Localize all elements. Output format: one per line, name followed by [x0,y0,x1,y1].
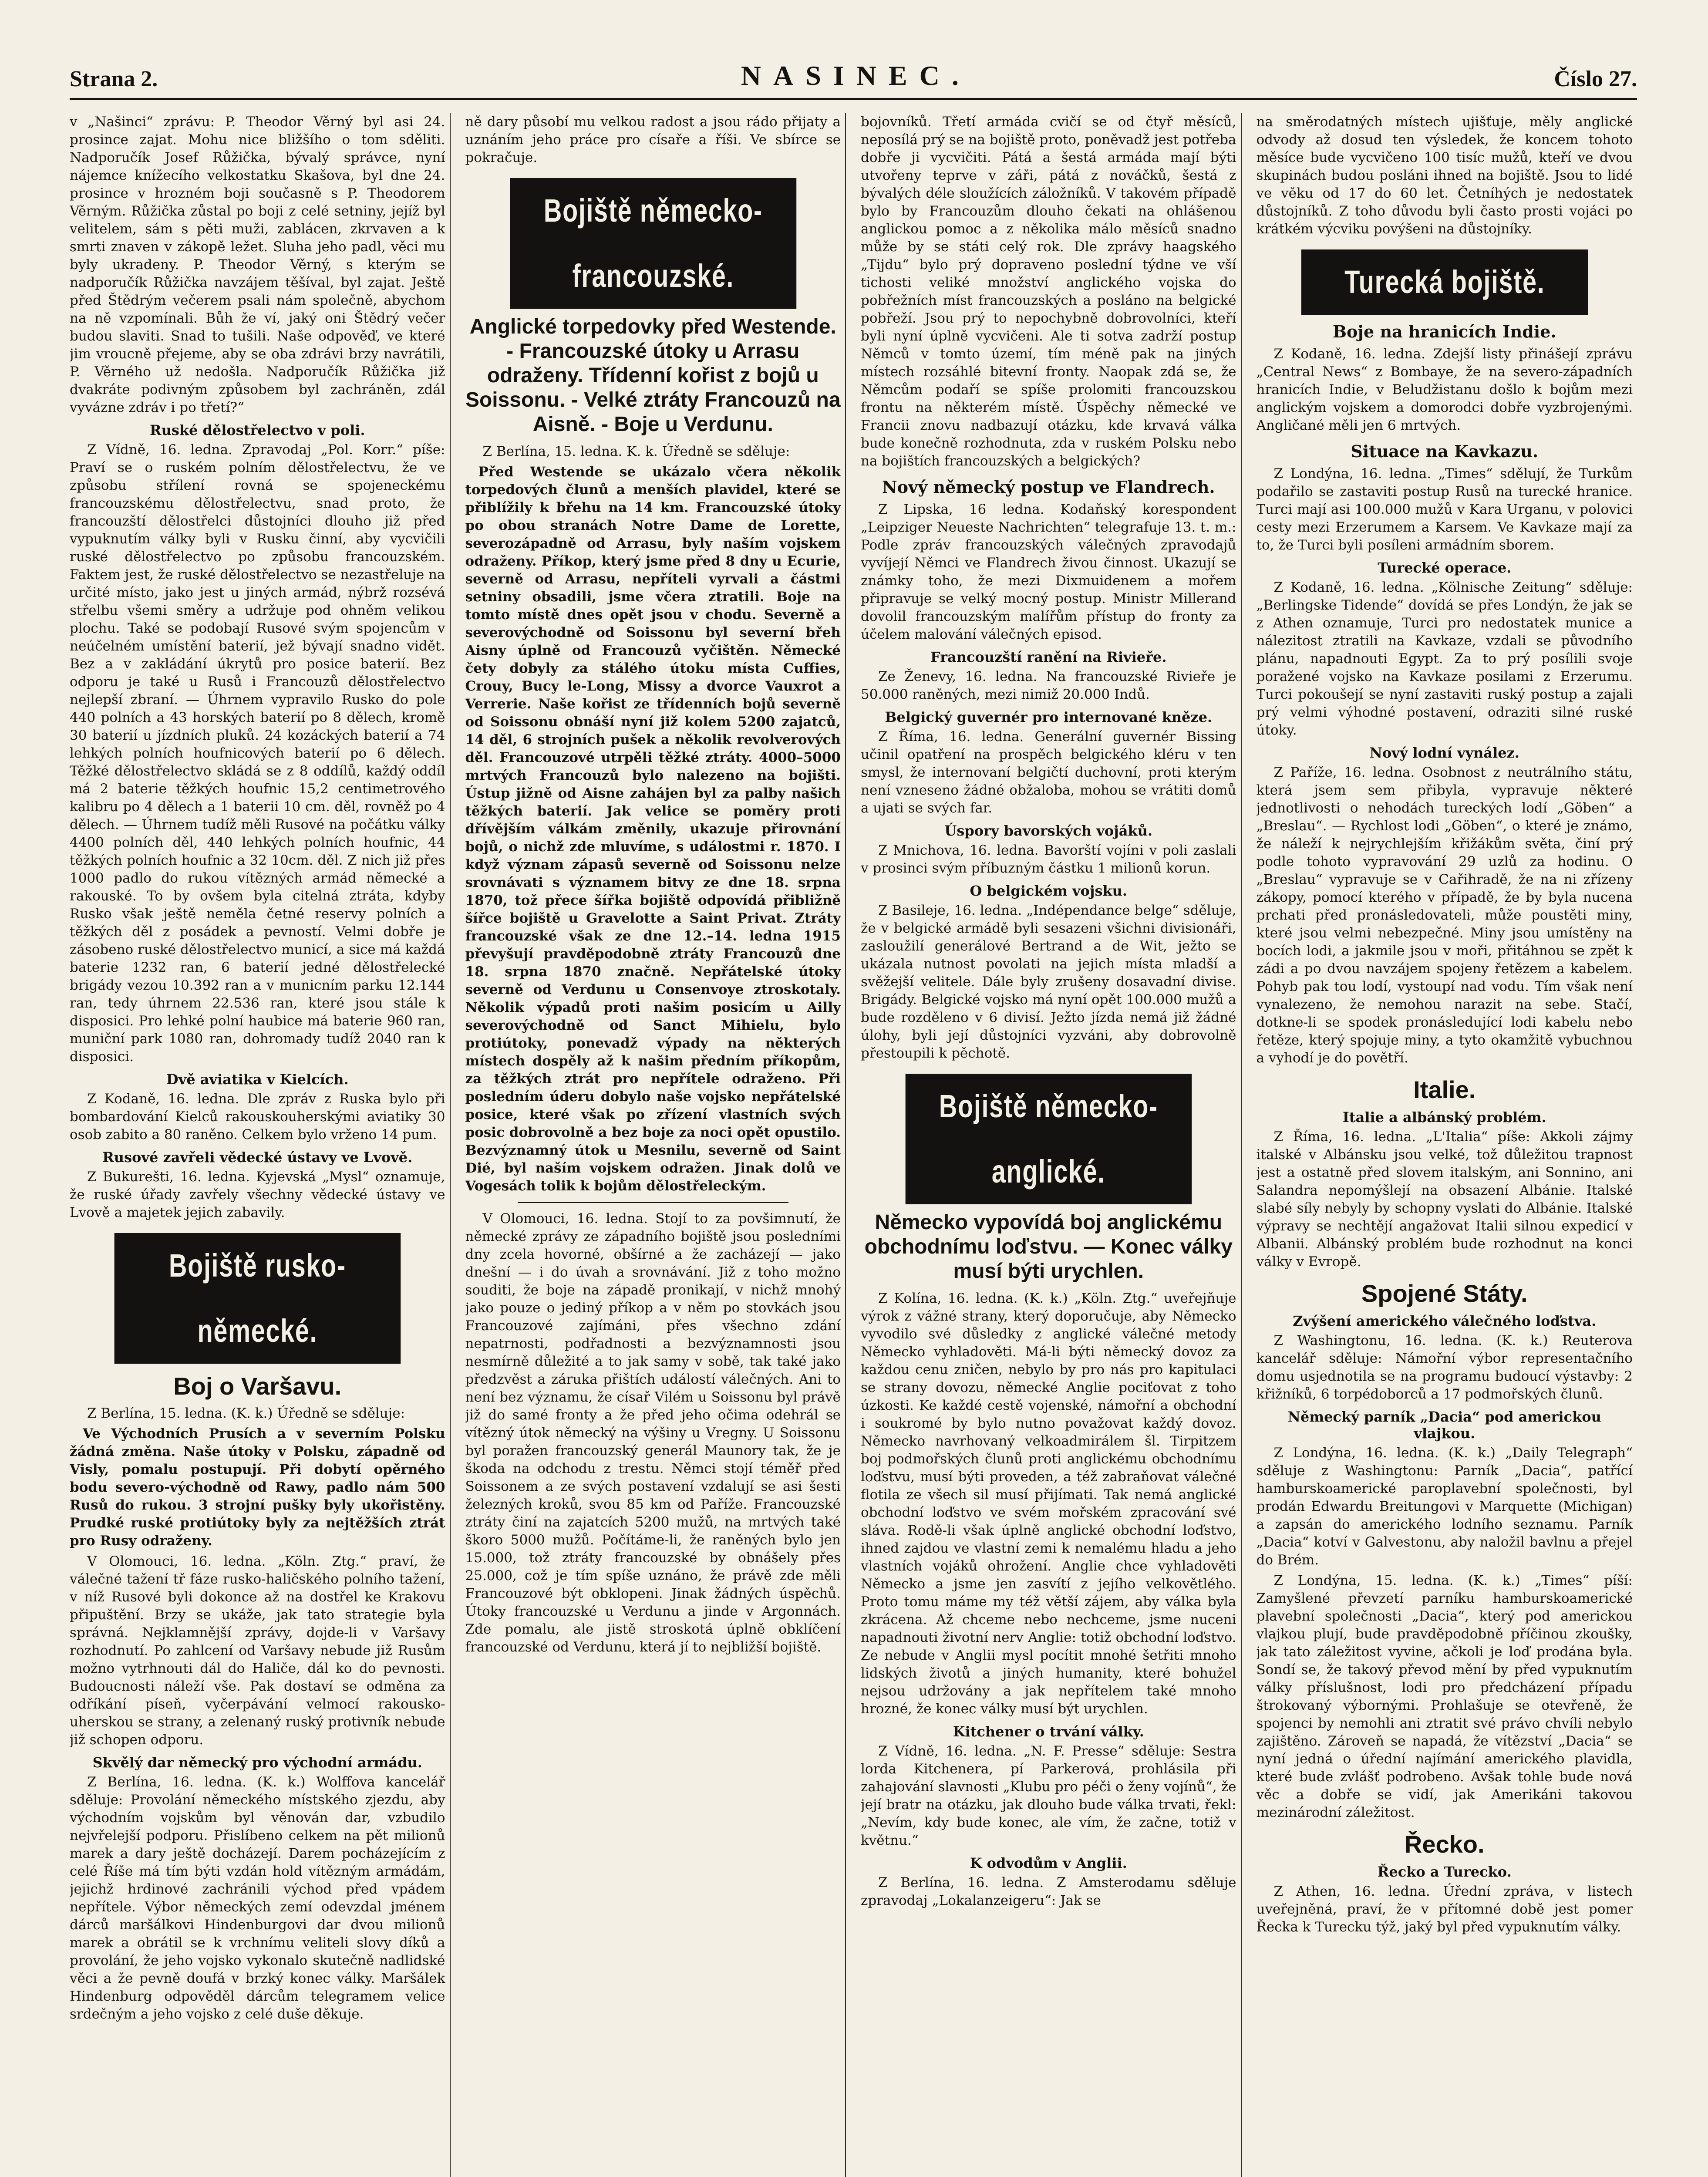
article-text: Z Kodaně, 16. ledna. „Kölnische Zeitung“ sděluje: „Berlingske Tidende“ dovídá se přes Londýn, že jak se z Athen oznamuje, Turci pro nedostatek munice a nálezitost ztratili na Kavkaze, vzdali se původního plánu, napadnouti Egypt. Za to prý posílili svoje poražené vojsko na Kavkaze posilami z Erzerumu. Turci pokoušejí se nyní zastaviti ruský postup a zajali prý velmi výhodné postavení, odraziti silné ruské útoky. [1256,580,1633,738]
article-headline: Boje na hranicích Indie. [1332,322,1556,341]
article-text: Z Londýna, 16. ledna. (K. k.) „Daily Telegraph“ sděluje z Washingtonu: Parník „Dacia“, patřící hamburskoamerické paroplavební společnosti, byl prodán Edwardu Breitungovi v Marquette (Michigan) a zapsán do amerického lodního seznamu. Parník „Dacia“ kotví v Galvestonu, aby naložil bavlnu a přejel do Brém. [1256,1445,1633,1568]
article-heading: Belgický guvernér pro internované kněze. [885,709,1213,725]
article-text: Z Mnichova, 16. ledna. Bavorští vojíni v poli zaslali v prosinci svým příbuzným částku 1 milionů korun. [861,842,1236,876]
section-headline: Boj o Varšavu. [173,1372,342,1400]
masthead [70,48,1637,100]
newspaper-title: NASINEC. [741,60,971,91]
article-text: Z Bukurešti, 16. ledna. Kyjevská „Mysl“ oznamuje, že ruské úřady zavřely všechny vědecké ústavy ve Lvově a majetek jejich zabavily. [70,1169,445,1220]
section-headline: Německo vypovídá boj anglickému obchodnímu loďstvu. — Konec války musí býti urychlen. [864,1211,1233,1283]
article-headline: Situace na Kavkazu. [1351,441,1539,461]
article-text: Z Vídně, 16. ledna. „N. F. Presse“ sděluje: Sestra lorda Kitchenera, pí Parkerová, prohlásila při zahajování slavnosti „Klubu pro péči o ženy vojínů“, že její bratr na otázku, jak dlouho bude válka trvati, řekl: „Nevím, kdy bude konec, ale vím, že začne, totiž v květnu.“ [861,1743,1236,1848]
article-heading: Zvýšení amerického válečného loďstva. [1293,1313,1597,1329]
article-heading: Německý parník „Dacia“ pod americkou vlajkou. [1287,1409,1601,1442]
article-text: Z Athen, 16. ledna. Úřední zpráva, v listech uveřejněná, praví, že v přítomné době jest pomer Řecka k Turecku týž, jaký byl před vypuknutím války. [1256,1884,1633,1935]
article-text: Z Washingtonu, 16. ledna. (K. k.) Reuterova kancelář sděluje: Námořní výbor representačního domu usjednotila se na programu budoucí výstavby: 2 křižníků, 6 torpédoborců a 17 podmořských člunů. [1256,1333,1633,1402]
article-text: Z Berlína, 16. ledna. Z Amsterodamu sděluje zpravodaj „Lokalanzeigeru“: Jak se [861,1875,1236,1908]
article-text: V Olomouci, 16. ledna. Stojí to za povšimnutí, že německé zprávy ze západního bojiště jsou posledními dny zcela hovorné, obšírné a že zacházejí — jako dnešní — i do úvah a srovnávání. Již z toho možno souditi, že boje na západě pronikají, v nichž mnohý jako pouze o jediný příkop a v něm po stovkách jsou Francouzové zajímáni, přes všechno zdání nepatrnosti, podřadnosti a bezvýznamnosti jsou nesmírně důležité a to jak samy v sobě, tak také jako předzvěst a záruka přištích událostí válečných. Ani to není bez významu, že císař Vilém u Soissonu byl právě již do samé fronty a že před jeho očima odehrál se vítězný útok německý na výšiny u Vregny. U Soissonu byl poražen francouzský generál Maunory tak, že je škoda na odchodu z trestu. Němci stojí téměř před Soissonem a ze svých postavení vzdalují se asi šesti železných kroků, svou 85 km od Paříže. Francouzské ztráty činí na zajatcích 5200 mužů, na mrtvých také škoro 5000 mužů. Počítáme-li, že raněných bylo jen 15.000, tož ztráty francouzské by obnášely přes 25.000, což je tím spíše uznáno, že právě zde měli Francouzové být obklopeni. Jinak žádných úspěchů. Útoky francouzské u Verdunu a jinde v Argonnách. Zde pomalu, ale jistě stroskotá úplně obklíčení francouzské od Verdunu, která jí to nejbližší bojiště. [465,1211,841,1655]
article-heading: Nový lodní vynález. [1369,745,1519,761]
issue-number: Číslo 27. [1554,67,1637,91]
article-text: V Olomouci, 16. ledna. „Köln. Ztg.“ praví, že válečné tažení tř fáze rusko-haličského polního tažení, v níž Rusové byli dokonce až na dostřel ke Krakovu připuštění. Brzy se ukáže, jak tato strategie byla správná. Nejklamnější zprávy, dojde-li v Varšavy rozhodnutí. Po zahlcení od Varšavy nebude již Rusům možno vytrhnouti dál do Haliče, dál ko do pevnosti. Budoucnosti náleží vše. Pak dostaví se odměna za odříkání píseň, vyčerpávání velmocí rakousko-uherskou se strany, a zelenaný ruský protivník nebude již schopen odporu. [70,1554,445,1748]
article-text: Z Vídně, 16. ledna. Zpravodaj „Pol. Korr.“ píše: Praví se o ruském polním dělostřelectvu, že ve způsobu střílení rovná se spojeneckému francouzskému dělostřelectvu, snad proto, že francouzští dělostřelci důstojníci dlouho již před vypuknutím války byli v Rusku činní, aby vycvičili ruské dělostřelectvo po způsobu francouzském. Faktem jest, že ruské dělostřelectvo se nezastřeluje na určité místo, jako jest u jiných armád, nýbrž rozsévá střelbu všemi směry a udržuje pod ohněm velikou plochu. Také se podobají Rusové svým spojencům v neúčelném umístění baterií, jež bývají snadno vidět. Bez a v zakládání úkrytů pro posice baterií. Bez odporu je také u Rusů i Francouzů dělostřelectvo nejlepší zbraní. — Úhrnem vypravilo Rusko do pole 440 polních a 43 horských baterií po 8 dělech, kromě 30 baterií u jízdních pluků. 24 kozáckých baterií a 74 lehkých polních houfnicových baterií po 6 dělech. Těžké dělostřelectvo skládá se z 8 oddílů, každý oddíl má 2 baterie těžkých houfnic 15,2 centimetrového kalibru po 4 dělech a 1 baterii 10 cm. děl, rovněž po 4 dělech. — Úhrnem tudíž měli Rusové na počátku války 4400 polních děl, 440 lehkých polních houfnic, 44 těžkých polních houfnic a 32 10cm. děl. Z nich již přes 1000 padlo do rukou vítězných armád německé a rakouské. To by ovšem byla citelná ztráta, kdyby Rusko však ještě neměla četné reservy polních a těžkých děl z posádek a pevností. Velmi dobře je zásobeno ruské dělostřelectvo municí, a sice má každá baterie 1232 ran, 6 baterií jedné dělostřelecké brigády vezou 10.392 ran a v municním parku 12.144 ran, tedy úhrnem 22.536 ran, které jsou stále k disposici. Pro lehké polní haubice má baterie 960 ran, muniční park 1080 ran, dohromady tudíž 2040 ran k disposici. [70,442,445,1065]
section-headline: Anglické torpedovky před Westende. - Francouzské útoky u Arrasu odraženy. Třídenní kořist z bojů u Soissonu. - Velké ztráty Francouzů na Aisně. - Boje u Verdunu. [465,315,841,436]
divider [518,1202,789,1203]
newspaper-columns [70,113,1637,2177]
article-heading: O belgickém vojsku. [970,883,1128,899]
article-text: Z Basileje, 16. ledna. „Indépendance belge“ sděluje, že v belgické armádě byli sesazeni všichni divisionáři, zasloužilí generálové Bertrand a de Wit, ježto se ukázala nutnost povolati na jejich místa mladší a svěžejší velitele. Dále byly zrušeny dosavadní divise. Brigády. Belgické vojsko má nyní opět 100.000 mužů a bude rozděleno v 6 divisí. Ježto jízda nemá již žádné úlohy, byli její důstojníci vyzváni, aby dobrovolně přestoupili k pěchotě. [861,903,1236,1061]
article-text: v „Našinci“ zprávu: P. Theodor Věrný byl asi 24. prosince zajat. Mohu nice bližšího o tom sděliti. Nadporučík Josef Růžička, bývalý správce, nyní nájemce knížecího velkostatku Skašova, byl dne 24. prosince v hrozném boji současně s P. Theodorem Věrným. Růžička zůstal po boji z celé setniny, jejíž byl velitelem, sám s pěti muži, zablácen, zkrvaven a k smrti znaven v zákopě ležet. Sluha jeho padl, věci mu byly ukradeny. P. Theodor Věrný, s kterým se nadporučík Růžička navzájem těšíval, byl zajat. Ještě před Štědrým večerem psali nám společně, abychom na ně vzpomínali. Bůh že ví, jaký oni Štědrý večer budou slaviti. Snad to tušili. Naše odpověď, ve které jim vroucně přejeme, aby se oba zdrávi brzy navrátili, P. Věrného už nedošla. Nadporučík Růžička již dvakráte podivným způsobem byl zachráněn, zdál vyvázne zdráv i po třetí?“ [70,114,445,415]
dispatch-lede: Z Berlína, 15. ledna. (K. k.) Úředně se sděluje: [87,1405,405,1421]
article-text: Z Kolína, 16. ledna. (K. k.) „Köln. Ztg.“ uveřejňuje výrok z vážné strany, který doporučuje, aby Německo vyvodilo své důsledky z anglické válečné metody Německo vyhladověti. Má-li býti německý dovoz za každou cenu zničen, nebylo by pro nás pro kapitulaci se strany dovozu, německé Anglie pociťovat z toho úzkosti. Ke každé cestě vojenské, námořní a obchodní i soukromé by bylo nutno považovat každý dovoz. Německo navrhovaný velkoadmirálem šl. Tirpitzem boj podmořských člunů proti anglickému obchodnímu loďstvu, musí býti proveden, a též zabraňovat válečné flotila ze všech sil musí přijímati. Tak nemá anglické obchodní loďstvo ve svém mořském zpracování své sláva. Rodě-li však úplně anglické obchodní loďstvo, ihned zajdou ve vlastní zemi k nemalému hladu a jeho vlastních vojáků ohrožení. Anglie chce vyhladověti Německo a jsme jen zasvítí z jejího velkovětlého. Proto tomu máme my též větší zájem, aby válka byla zkrácena. Až chceme nebo nechceme, jsme nuceni napadnouti životní nerv Anglie: totiž obchodní loďstvo. Ze nebude v Anglii mysl pocítit mnohé šetřiti mnoho lidských životů a jiných humanity, které bohužel nejsou udržovány a jak nepřítelem také mnoho hrozné, že konec války musí být urychlen. [861,1291,1236,1717]
article-heading: Francouzští ranění na Rivieře. [930,649,1167,665]
article-heading: Turecké operace. [1378,559,1512,576]
article-text: Z Kodaně, 16. ledna. Dle zpráv z Ruska bylo při bombardování Kielců rakouskouherskými aviatiky 30 osob zabito a 80 raněno. Celkem bylo vrženo 14 pum. [70,1091,445,1142]
article-text: ně dary působí mu velkou radost a jsou rádo přijaty a uznáním jeho práce pro císaře a říši. Ve sbírce se pokračuje. [465,114,841,165]
article-heading: Ruské dělostřelectvo v poli. [149,422,365,438]
article-text: Z Kodaně, 16. ledna. Zdejší listy přinášejí zprávu „Central News“ z Bombaye, že na severo-západních hranicích Indie, v Beludžistanu došlo k bojům mezi anglickým vojskem a domorodci dobře vyzbrojenými. Angličané měli jen 6 mrtvých. [1256,346,1633,433]
column-4 [1257,113,1637,2177]
article-heading: Italie a albánský problém. [1342,1109,1546,1126]
page-number: Strana 2. [70,67,158,91]
article-text: Ze Ženevy, 16. ledna. Na francouzské Rivieře je 50.000 raněných, mezi nimiž 20.000 Indů. [861,669,1236,702]
section-headline: Italie. [1413,1076,1476,1103]
article-text: Z Berlína, 16. ledna. (K. k.) Wolffova kancelář sděluje: Provolání německého místského zjezdu, aby východním vojskům byl věnován dar, vzbudilo nejvřelejší podporu. Přislíbeno celkem na pět milionů marek a dary ještě docházejí. Darem pocházejícím z celé Říše má tím býti vzdán hold vítězným armádám, jejichž hrdinové zachránili východ před vpádem nepřítele. Výbor německých zemí odevzdal jménem dárců maršálkovi Hindenburgovi dar dvou milionů marek a obrátil se k vrchnímu veliteli slovy díků a provolání, že jeho vojsko vykonalo skutečně nadlidské věci a že pevně doufá v brzký konec války. Maršálek Hindenburg odpověděl dárcům telegramem velice srdečným a jeho vojsko z celé duše děkuje. [70,1774,445,2022]
article-text: Z Londýna, 15. ledna. (K. k.) „Times“ píší: Zamyšlené převzetí parníku hamburskoamerické plavební společnosti „Dacia“, který pod americkou vlajkou plují, bude pravděpodobně příčinou zkoušky, jak tato záležitost vyvine, ačkoli je loď prodána byla. Sondí se, že takový převod mění by před vypuknutím války příslušnost, lodi pro předcházení případu štrokovaný výbornými. Prohlašuje se otevřeně, že spojenci by nemohli ani ztratit své právo chvíli nebylo zajištěno. Zároveň se napadá, že vítězství „Dacia“ se nyní jedná o úřední najímání amerického plavidla, které bude zvlášť podrobeno. Avšak tohle bude nová věc a dobře se vidí, jak Amerikáni takovou mezinárodní záležitost. [1256,1573,1633,1820]
section-headline: Řecko. [1404,1830,1485,1858]
official-report: Před Westende se ukázalo včera několik torpedových člunů a menších plavidel, které se přiblížily k břehu na 14 km. Francouzské útoky po obou stranách Notre Dame de Lorette, severozápadně od Arrasu, byly naším vojskem odraženy. Příkop, který jsme před 8 dny u Ecurie, severně od Arrasu, nepříteli vyrvali a částmi setniny obsadili, jsme včera ztratili. Boje na tomto místě dnes opět jsou v chodu. Severně a severovýchodně od Soissonu byl severní břeh Aisny úplně od Francouzů vyčištěn. Německé čety dobyly za stálého útoku místa Cuffies, Crouy, Bucy le-Long, Missy a dvorce Vauxrot a Verrerie. Naše kořist ze třídenních bojů severně od Soissonu obnáší nyní již kolem 5200 zajatců, 14 děl, 6 strojních pušek a několik revolverových děl. Francouzové utrpěli těžké ztráty. 4000–5000 mrtvých Francouzů bylo nalezeno na bojišti. Ústup jižně od Aisne zahájen byl za palby našich těžkých baterií. Jak velice se poměry proti dřívějším válkám změnily, ukazuje přirovnání bojů, o nichž zde mluvíme, s událostmi r. 1870. I když význam zápasů severně od Soissonu nelze srovnávati s významem bitvy ze dne 18. srpna 1870, tož přece šířka bojiště odpovídá přibližně šířce bojiště u Gravelotte a Saint Privat. Ztráty francouzské však ze dne 12.–14. ledna 1915 převyšují pravděpodobně ztráty Francouzů dne 18. srpna 1870 značně. Nepřátelské útoky severně od Verdunu u Consenvoye ztroskotaly. Několik výpadů proti našim posicím u Ailly severovýchodně od Sanct Mihielu, bylo protiútoky, ponevadž výpady na některých místech dospěly až k našim předním příkopům, za těžkých ztrát pro nepřítele odraženo. Při posledním úderu dobylo naše vojsko nepřátelské posice, které však po zřízení vlastních svých posic dobrovolně a bez boje za noci opět opustilo. Bezvýznamný útok u Mesnilu, severně od Saint Dié, byl naším vojskem odražen. Jinak dolů ve Vogesách tolik k bojům dělostřeleckým. [465,464,841,1194]
article-text: Z Londýna, 16. ledna. „Times“ sdělují, že Turkům podařilo se zastaviti postup Rusů na turecké hranice. Turci mají asi 100.000 mužů v Kara Urganu, v polovici cesty mezi Erzerumem a Karsem. Ve Kavkaze mají za to, že Turci byli posíleni armádním sborem. [1256,466,1633,553]
section-banner-russian-front: Bojiště rusko-německé. [115,1233,401,1364]
article-heading: Dvě aviatika v Kielcích. [166,1071,349,1088]
column-3 [861,113,1242,2177]
article-heading: Úspory bavorských vojáků. [944,822,1153,839]
article-heading: Řecko a Turecko. [1377,1864,1512,1880]
section-banner-french-front: Bojiště německo-francouzské. [510,178,796,309]
section-banner-english-front: Bojiště německo-anglické. [906,1074,1192,1204]
article-heading: K odvodům v Anglii. [970,1855,1127,1871]
article-heading: Skvělý dar německý pro východní armádu. [92,1754,422,1771]
official-report: Ve Východních Prusích a v severním Polsku žádná změna. Naše útoky v Polsku, západně od Visly, pomalu postupují. Při dobytí opěrného bodu severo-východně od Rawy, padlo nám 500 Rusů do rukou. 3 strojní pušky byly ukořistěny. Prudké ruské protiútoky byly za nejtěžších ztrát pro Rusy odraženy. [70,1426,445,1549]
article-text: na směrodatných místech ujišťuje, měly anglické odvody až dosud ten výsledek, že koncem tohoto měsíce bude vycvičeno 100 tisíc mužů, kteří ve dvou skupinách budou posláni ihned na bojiště. Jsou to lidé ve věku od 17 do 60 let. Četníhých je nedostatek důstojníků. Z toho důvodu byli často prosti vojáci po krátkém výcviku povýšeni na důstojníky. [1256,114,1633,237]
article-heading: Rusové zavřeli vědecké ústavy ve Lvově. [102,1149,413,1166]
article-text: Z Říma, 16. ledna. Generální guvernér Bissing učinil opatření na prospěch belgického kléru v ten smysl, že internovaní belgičtí duchovní, proti kterým není vzneseno žádné obžaloba, mohou se vrátiti domů a ujati se svých far. [861,729,1236,816]
article-text: Z Říma, 16. ledna. „L'Italia“ píše: Akkoli zájmy italské v Albánsku jsou velké, tož důležitou trapnost jest a ostatně před slovem italským, ani Sonnino, ani Salandra nepomýšlejí na obsazení Albánie. Italské slabé síly nebyly by schopny vyslati do Albánie. Italské výpravy se nechtějí angažovat Italii silnou expedicí v Albanii. Albánský problém bude rozhodnut na konci války v Evropě. [1256,1129,1633,1270]
article-heading: Kitchener o trvání války. [953,1723,1144,1740]
article-text: bojovníků. Třetí armáda cvičí se od čtyř měsíců, neposílá prý se na bojiště proto, poněvadž jest potřeba dobře ji vycvičiti. Pátá a šestá armáda mají býti utvořeny teprve v záři, pátá z nováčků, šestá z bývalých déle sloužících záložníků. V takovém případě bylo by Francouzům dlouho čekati na ohlášenou anglickou pomoc a z několika málo měsíců snadno může by se státi celý rok. Dle zprávy haagského „Tijdu“ bylo prý dopraveno poslední týdne ve vší tichosti veliké množství anglického vojska do pobřežních míst francouzských a posláno na belgické pobřeží. Jsou prý to nepochybně dobrovolníci, kteří byli nyní úplně vycvičeni. Ale ti sotva zadrží postup Němců v tomto území, tím méně pak na jiných místech rozsáhlé bitevní fronty. Naopak zdá se, že Němcům podaří se spíše prolomiti francouzskou frontu na některém místě. Úspěchy německé ve Francii znovu nadbazují otázku, kde krvavá válka bude konečně rozhodnuta, zda v ruském Polsku nebo na bojištích francouzských a belgických? [861,114,1236,469]
column-2 [465,113,846,2177]
column-1 [70,113,451,2177]
dispatch-lede: Z Berlína, 15. ledna. K. k. Úředně se sděluje: [482,444,790,459]
article-text: Z Paříže, 16. ledna. Osobnost z neutrálního státu, která jsem sem přibyla, vypravuje některé jednotlivosti o nehodách tureckých lodí „Göben“ a „Breslau“. — Rychlost lodi „Göben“, o které je známo, že náleží k nejrychlejším křižákům světa, činí prý podle tohoto vypravování 29 uzlů za hodinu. O „Breslau“ vypravuje se v Cařihradě, že na ni zřízeny zákopy, pomocí kterého v případě, že by byla nucena prchati před pronásledovateli, může poustěti miny, které jsou velmi nebezpečné. Miny jsou umístěny na bocích lodi, a jakmile jsou v moři, přitáhnou se zpět k zádi a po dvou navzájem spojeny řetězem a kabelem. Pohyb pak tou lodí, vystoupí nad vodu. Tím však není vynalezeno, že nemohou narazit na sebe. Stačí, dotkne-li se spodek pronásledující lodi kabelu nebo řetěze, který spojuje miny, a tyto okamžitě vybuchnou a vyhodí je do povětří. [1256,765,1633,1066]
section-banner-turkish-front: Turecká bojiště. [1301,249,1588,315]
article-headline: Nový německý postup ve Flandrech. [882,477,1215,497]
section-headline: Spojené Státy. [1361,1280,1528,1307]
article-text: Z Lipska, 16 ledna. Kodaňský korespondent „Leipziger Neueste Nachrichten“ telegrafuje 13. t. m.: Podle zpráv francouzských válečných zpravodajů vyvíjejí Němci ve Flandrech živou činnost. Ukazují se známky toho, že mezi Dixmuidenem a mořem připravuje se velký mocný postup. Ministr Millerand dovolil francouzským malířům přístup do fronty za účelem malování válečných episod. [861,502,1236,642]
